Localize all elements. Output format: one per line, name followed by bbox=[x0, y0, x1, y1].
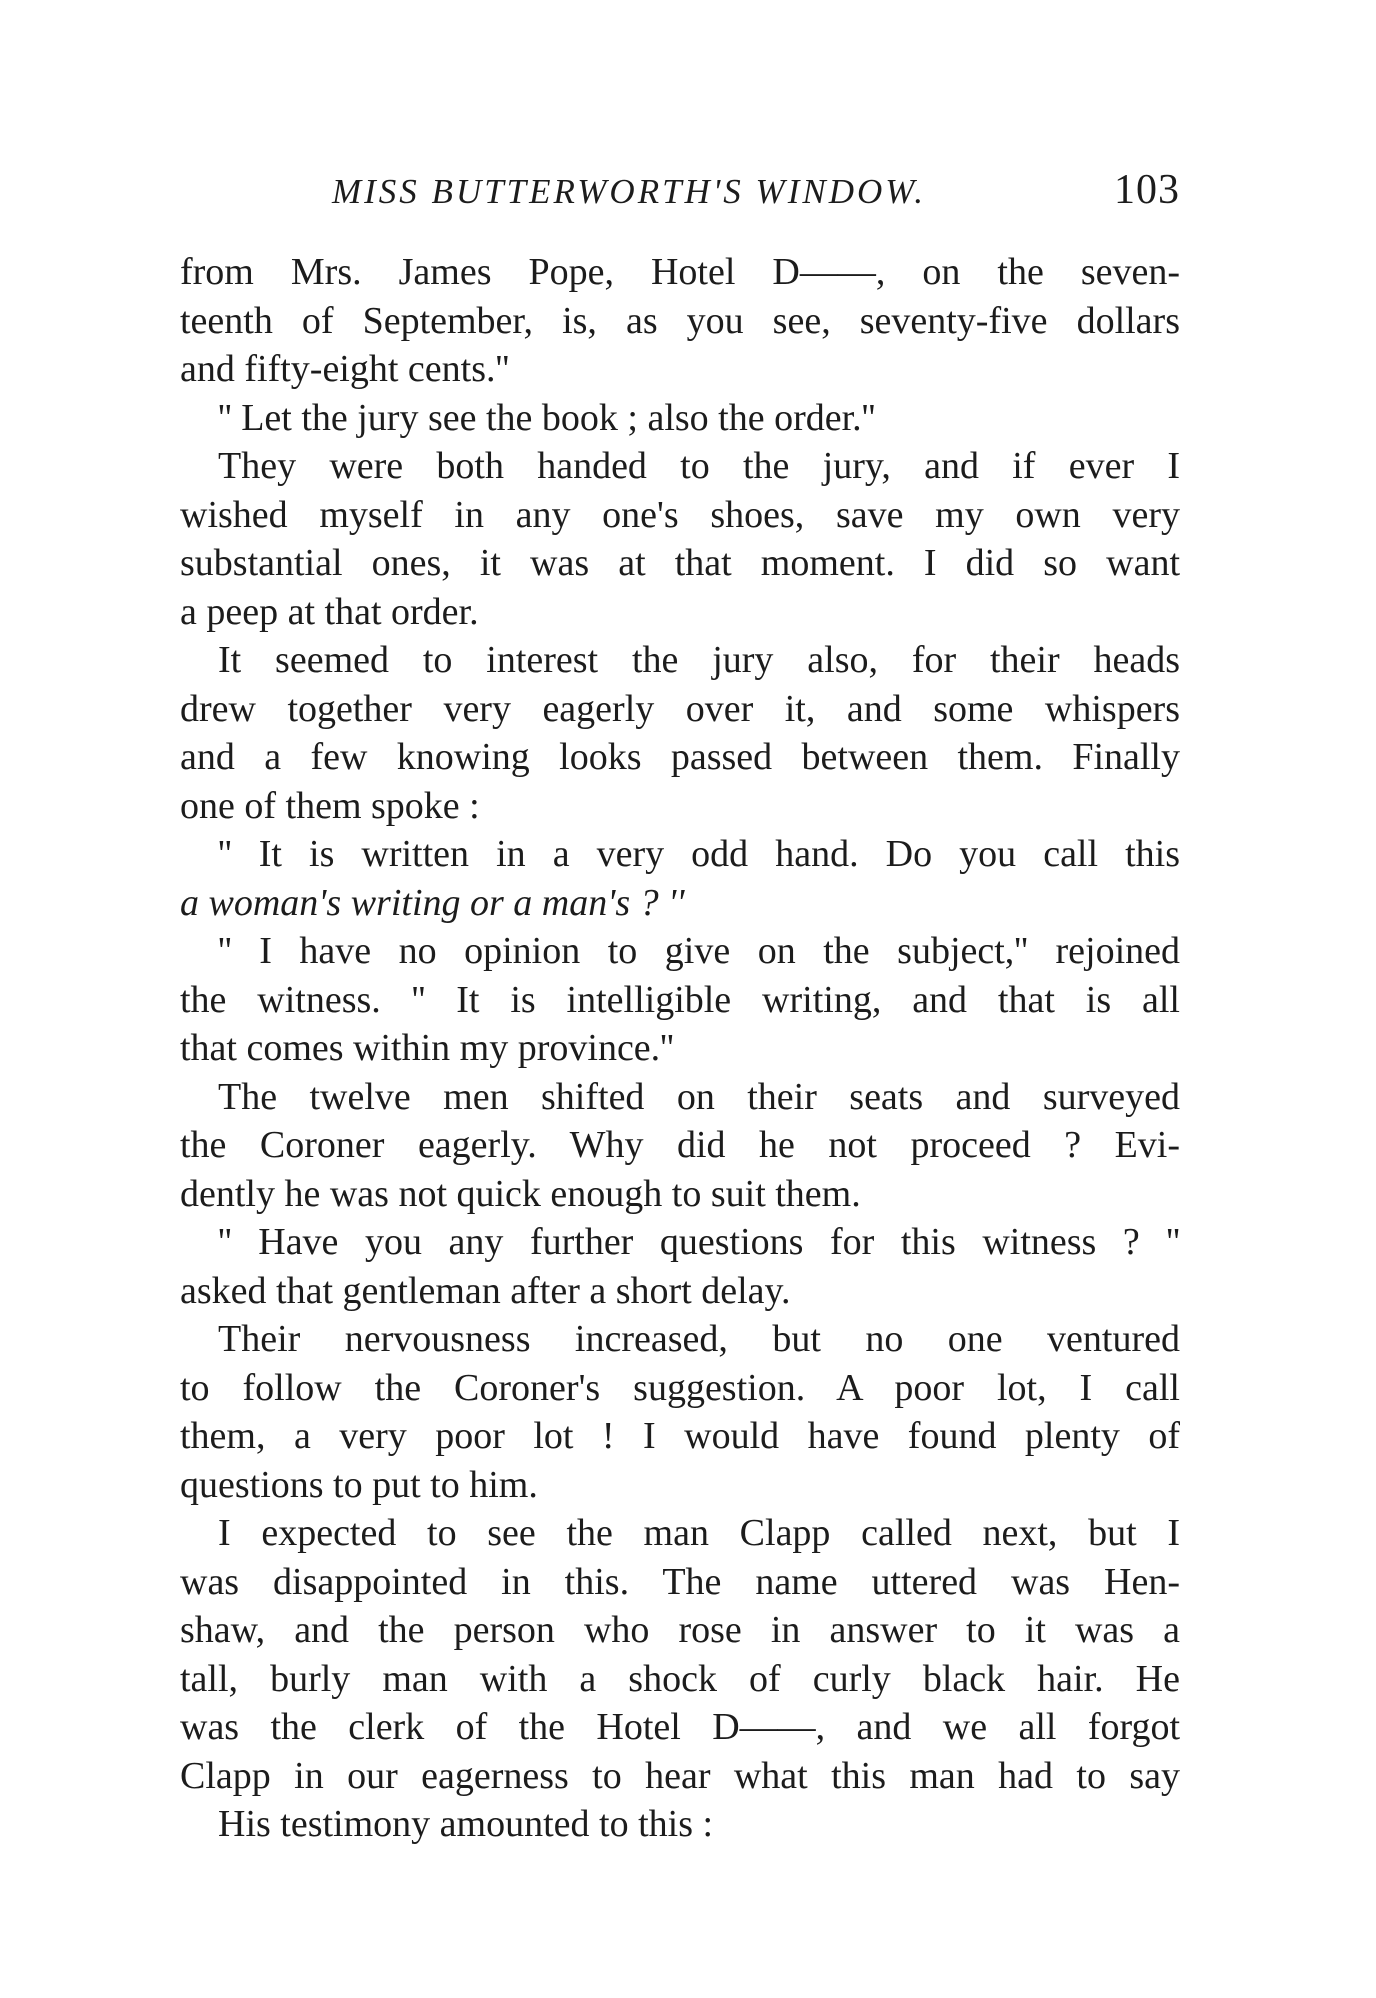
text-line: His testimony amounted to this : bbox=[218, 1803, 714, 1845]
page-header bbox=[180, 167, 1180, 228]
text-line: one of them spoke : bbox=[180, 784, 480, 827]
text-line: was disappointed in this. The name uttered was Hen- bbox=[180, 1560, 1180, 1603]
text-line: They were both handed to the jury, and if ever I bbox=[218, 445, 1180, 487]
text-line: and a few knowing looks passed between them. Finally bbox=[180, 736, 1180, 778]
text-line: '' Have you any further questions for this witness ? '' bbox=[218, 1221, 1180, 1263]
text-line: '' Let the jury see the book ; also the order.'' bbox=[218, 396, 876, 439]
text-line: tall, burly man with a shock of curly black hair. He bbox=[180, 1657, 1180, 1700]
text-line: '' It is written in a very odd hand. Do you call this bbox=[218, 833, 1180, 875]
text-line: the Coroner eagerly. Why did he not proceed ? Evi- bbox=[180, 1124, 1180, 1166]
text-line: '' I have no opinion to give on the subject,'' rejoined bbox=[218, 930, 1180, 972]
text-line: the witness. '' It is intelligible writing, and that is all bbox=[180, 978, 1180, 1021]
text-line: asked that gentleman after a short delay. bbox=[180, 1269, 791, 1312]
text-line: I expected to see the man Clapp called next, but I bbox=[218, 1512, 1180, 1554]
italic-text: a woman's writing or a man's ? '' bbox=[180, 881, 685, 924]
text-line: them, a very poor lot ! I would have found plenty of bbox=[180, 1415, 1180, 1457]
text-line: Their nervousness increased, but no one ventured bbox=[218, 1318, 1180, 1360]
text-line: questions to put to him. bbox=[180, 1463, 538, 1506]
text-line: drew together very eagerly over it, and some whispers bbox=[180, 687, 1180, 730]
text-line: to follow the Coroner's suggestion. A poor lot, I call bbox=[180, 1366, 1180, 1409]
text-line: substantial ones, it was at that moment. I did so want bbox=[180, 542, 1180, 584]
text-line: teenth of September, is, as you see, seventy-five dollars bbox=[180, 299, 1180, 342]
text-line: dently he was not quick enough to suit them. bbox=[180, 1172, 861, 1215]
text-line: that comes within my province.'' bbox=[180, 1027, 674, 1069]
text-line: from Mrs. James Pope, Hotel D——, on the seven- bbox=[180, 251, 1180, 293]
text-line: was the clerk of the Hotel D——, and we all forgot bbox=[180, 1706, 1180, 1748]
text-line: shaw, and the person who rose in answer to it was a bbox=[180, 1609, 1180, 1651]
page-number: 103 bbox=[1114, 167, 1180, 213]
text-line: and fifty-eight cents.'' bbox=[180, 348, 510, 390]
running-title: MISS BUTTERWORTH'S WINDOW. bbox=[332, 172, 926, 211]
text-line: a peep at that order. bbox=[180, 590, 479, 633]
text-line: wished myself in any one's shoes, save my own very bbox=[180, 493, 1180, 536]
text-line: Clapp in our eagerness to hear what this man had to say bbox=[180, 1754, 1180, 1797]
text-line: The twelve men shifted on their seats and surveyed bbox=[218, 1075, 1180, 1118]
text-line: It seemed to interest the jury also, for their heads bbox=[218, 639, 1180, 681]
text-line bbox=[180, 879, 1180, 928]
body-text bbox=[180, 248, 1180, 1849]
